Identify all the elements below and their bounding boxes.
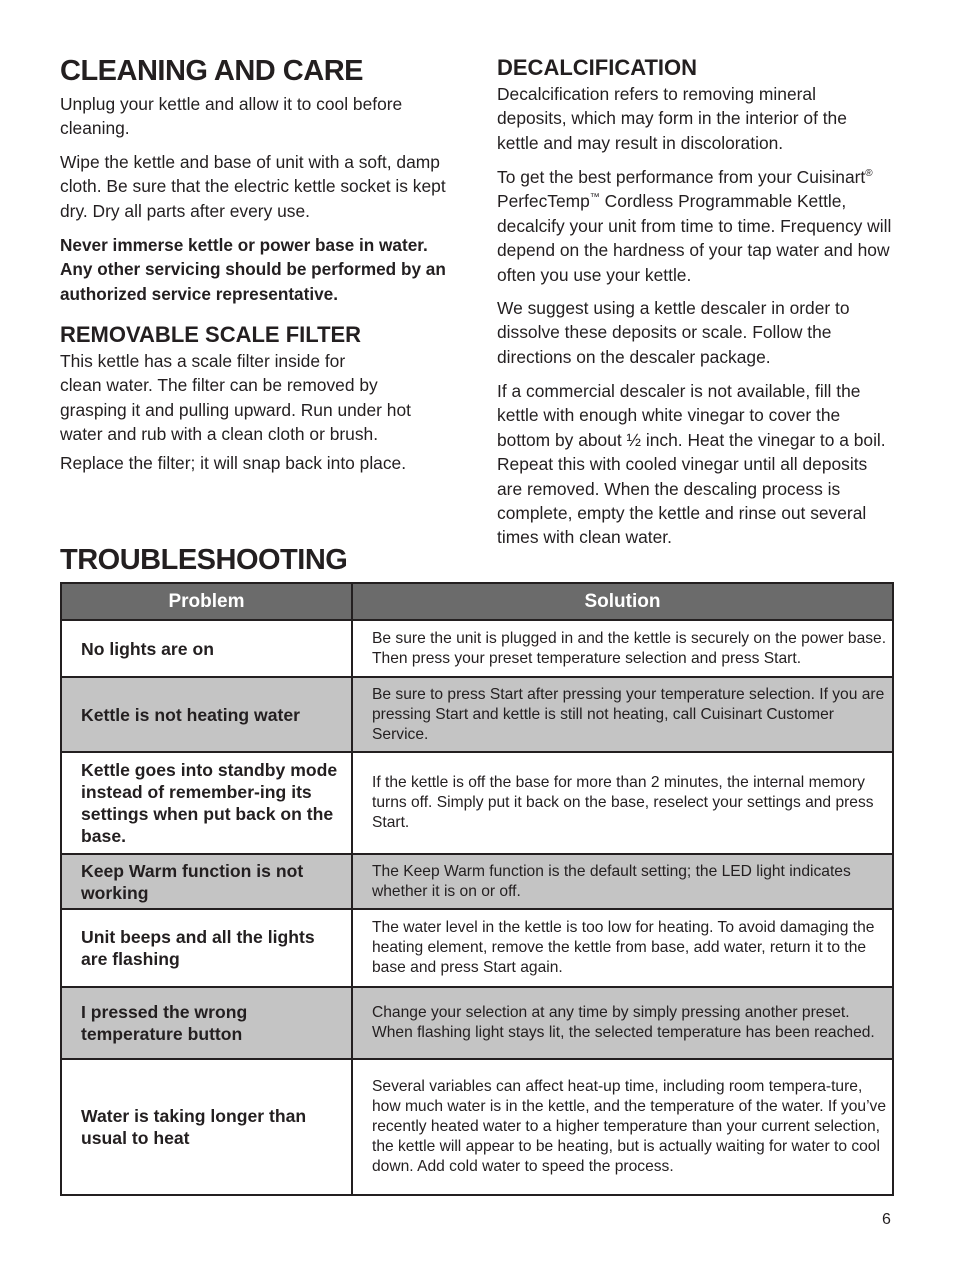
problem-cell: I pressed the wrong temperature button [61,987,352,1059]
solution-cell: The water level in the kettle is too low for heating. To avoid damaging the heating element, remove the kettle from base, add water, return it to the base and press Start again. [352,909,893,987]
decalcification-paragraph-1: Decalcification refers to removing mineral deposits, which may form in the interior of the kettle and may result in discoloration. [497,84,847,153]
cleaning-paragraph-1: Unplug your kettle and allow it to cool before cleaning. [60,94,403,139]
filter-paragraph-2: Replace the filter; it will snap back into place. [60,453,407,473]
column-header-problem: Problem [61,583,352,620]
solution-cell: Be sure the unit is plugged in and the kettle is securely on the power base. Then press your preset temperature selection and press Start. [352,620,893,677]
problem-cell: Kettle goes into standby mode instead of remember-ing its settings when put back on the base. [61,752,352,854]
solution-cell: Change your selection at any time by simply pressing another preset. When flashing light stays lit, the selected temperature has been reached. [352,987,893,1059]
table-row [61,1059,893,1195]
table-row [61,677,893,752]
table-row [61,854,893,909]
solution-cell: Several variables can affect heat-up time, including room tempera-ture, how much water is in the kettle, and the temperature of the water. If you’ve recently heated water to a higher temperature than your current selection, the kettle will appear to be heating, but is actually waiting for water to cool down. Add cold water to speed the process. [352,1059,893,1195]
filter-title: REMOVABLE SCALE FILTER [60,322,362,347]
cleaning-warning: Never immerse kettle or power base in water. Any other servicing should be performed by an authorized service representative. [60,235,446,304]
page-number: 6 [882,1211,891,1228]
solution-cell: If the kettle is off the base for more than 2 minutes, the internal memory turns off. Simply put it back on the base, reselect your settings and press Start. [352,752,893,854]
solution-cell: The Keep Warm function is the default setting; the LED light indicates whether it is on or off. [352,854,893,909]
filter-paragraph-1 [60,349,440,447]
decalcification-p2-a: To get the best performance from your Cuisinart [497,167,866,187]
decalcification-paragraph-3: We suggest using a kettle descaler in order to dissolve these deposits or scale. Follow the directions on the descaler package. [497,298,850,367]
problem-cell: Water is taking longer than usual to heat [61,1059,352,1195]
filter-paragraph-1-rest: clean water. The filter can be removed by grasping it and pulling upward. Run under hot water and rub with a clean cloth or brush. [60,375,411,445]
cleaning-paragraph-2: Wipe the kettle and base of unit with a soft, damp cloth. Be sure that the electric kettle socket is kept dry. Dry all parts after every use. [60,152,446,221]
table-row [61,987,893,1059]
problem-cell: No lights are on [61,620,352,677]
registered-mark: ® [865,168,873,180]
cleaning-title: CLEANING AND CARE [60,55,363,87]
decalcification-p2-c: Cordless Programmable Kettle, decalcify your unit from time to time. Frequency will depend on the hardness of your tap water and how often you use your kettle. [497,191,892,285]
solution-cell: Be sure to press Start after pressing your temperature selection. If you are pressing Start and kettle is still not heating, call Cuisinart Customer Service. [352,677,893,752]
problem-cell: Kettle is not heating water [61,677,352,752]
table-header-row [61,583,893,620]
decalcification-paragraph-2 [497,165,897,287]
problem-cell: Keep Warm function is not working [61,854,352,909]
problem-cell: Unit beeps and all the lights are flashing [61,909,352,987]
table-row [61,752,893,854]
decalcification-p2-b: PerfecTemp [497,191,590,212]
table-row [61,620,893,677]
troubleshooting-table [60,582,894,1196]
table-row [61,909,893,987]
decalcification-title: DECALCIFICATION [497,55,698,80]
filter-paragraph-1-line-1: This kettle has a scale filter inside for [60,351,346,371]
column-header-solution: Solution [352,583,893,620]
troubleshooting-title: TROUBLESHOOTING [60,544,348,576]
trademark-mark: ™ [589,192,600,204]
decalcification-paragraph-4: If a commercial descaler is not available, fill the kettle with enough white vinegar to cover the bottom by about ½ inch. Heat the vinegar to a boil. Repeat this with cooled vinegar until all deposits are removed. When the descaling process is complete, empty the kettle and rinse out several times with clean water. [497,381,886,548]
